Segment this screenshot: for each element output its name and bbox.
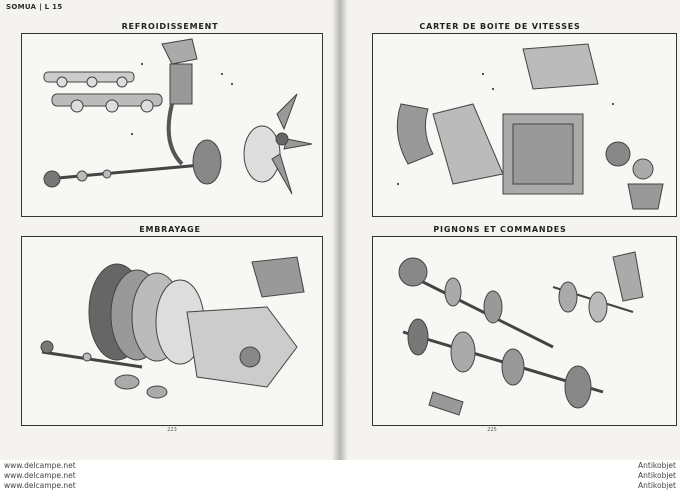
page-number-right: 225 [487,427,497,433]
section-title-embrayage: EMBRAYAGE [139,225,201,234]
watermark-left [4,461,76,491]
left-page [0,0,340,460]
right-page [340,0,680,460]
section-title-carter-de-boite-de-vitesses: CARTER DE BOITE DE VITESSES [419,22,581,31]
section-title-refroidissement: REFROIDISSEMENT [121,22,219,31]
gearbox-housing-diagram-panel [372,33,677,217]
section-title-pignons-et-commandes: PIGNONS ET COMMANDES [433,225,567,234]
clutch-diagram-panel [21,236,323,426]
watermark-left-line: www.delcampe.net [4,461,76,470]
watermark-right-line: Antikobjet [638,461,676,470]
book-gutter [332,0,348,460]
running-head: SOMUA | L 15 [6,3,63,11]
watermark-left-line: www.delcampe.net [4,471,76,480]
watermark-right-line: Antikobjet [638,471,676,480]
gearbox-housing-exploded-diagram [373,34,676,216]
cooling-diagram-panel [21,33,323,217]
gears-controls-exploded-diagram [373,237,676,425]
watermark-right-line: Antikobjet [638,481,676,490]
page-number-left: 223 [167,427,177,433]
gears-controls-diagram-panel [372,236,677,426]
watermark-left-line: www.delcampe.net [4,481,76,490]
watermark-right [638,461,676,491]
cooling-exploded-diagram [22,34,322,216]
clutch-exploded-diagram [22,237,322,425]
